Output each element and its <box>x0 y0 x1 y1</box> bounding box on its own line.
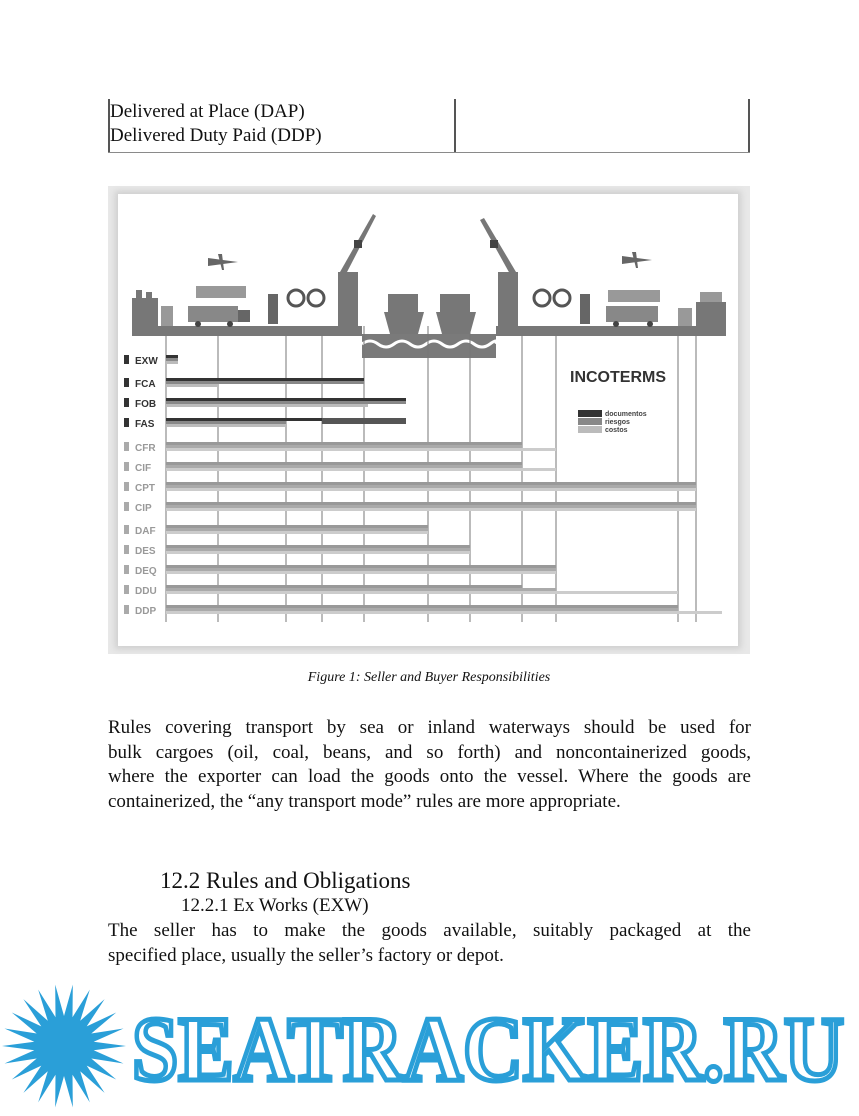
watermark-svg <box>0 980 859 1111</box>
paragraph-line: containerized, the “any transport mode” rules are more appropriate. <box>108 790 621 812</box>
paragraph-exw <box>108 919 751 968</box>
incoterms-diagram-svg <box>118 194 738 646</box>
bar-fca-riesgos <box>166 381 364 384</box>
bar-des-costos <box>166 551 470 554</box>
term-label-des: DES <box>135 546 156 557</box>
term-marker-daf <box>124 525 129 534</box>
legend-swatch-riesgos <box>578 418 602 425</box>
term-label-fas: FAS <box>135 419 155 430</box>
bar-cpt-costos <box>166 488 696 491</box>
bar-fas-segment <box>322 418 406 424</box>
term-label-cpt: CPT <box>135 483 155 494</box>
crane-icon-right <box>480 218 518 326</box>
legend-swatch-costos <box>578 426 602 433</box>
responsibility-table <box>108 99 750 153</box>
plane-icon-right <box>622 252 652 268</box>
bar-daf-documentos <box>166 525 428 528</box>
bar-cip-documentos <box>166 502 696 505</box>
term-label-daf: DAF <box>135 526 156 537</box>
term-label-ddp: DDP <box>135 606 157 617</box>
seller-factory-icon <box>132 290 173 326</box>
bar-exw-documentos <box>166 355 178 358</box>
incoterms-diagram <box>118 194 738 646</box>
table-border-right <box>748 99 750 152</box>
bar-cif-costos <box>166 468 556 471</box>
bar-cfr-costos <box>166 448 556 451</box>
figure-caption: Figure 1: Seller and Buyer Responsibilities <box>307 670 551 685</box>
bar-fas-riesgos <box>166 421 286 424</box>
incoterm-labels <box>124 355 158 617</box>
bar-ddu-costos <box>166 591 678 594</box>
bar-cif-documentos <box>166 462 522 465</box>
bar-fca-costos <box>166 384 218 387</box>
ship-icons <box>384 294 476 334</box>
term-label-deq: DEQ <box>135 566 157 577</box>
bar-cfr-documentos <box>166 442 522 445</box>
plane-icon-left <box>208 254 238 270</box>
term-marker-exw <box>124 355 129 364</box>
customs-icons-right <box>534 290 590 324</box>
term-label-fob: FOB <box>135 399 157 410</box>
term-label-fca: FCA <box>135 379 156 390</box>
crane-icon-left <box>338 214 376 326</box>
term-marker-cfr <box>124 442 129 451</box>
buyer-warehouse-icon <box>678 292 726 326</box>
legend-riesgos: riesgos <box>605 419 630 426</box>
paragraph-line: The seller has to make the goods available, suitably packaged at the <box>108 920 751 941</box>
paragraph-transport-rules <box>108 716 751 814</box>
bar-daf-riesgos <box>166 528 428 531</box>
bar-cpt-documentos <box>166 482 696 485</box>
legend-costos: costos <box>605 427 628 434</box>
term-marker-cif <box>124 462 129 471</box>
bar-ddp-riesgos <box>166 608 678 611</box>
term-marker-des <box>124 545 129 554</box>
bar-ddp-costos <box>166 611 722 614</box>
bar-cif-riesgos <box>166 465 522 468</box>
incoterm-bars <box>166 355 722 614</box>
bar-ddp-documentos <box>166 605 678 608</box>
bar-cip-riesgos <box>166 505 696 508</box>
term-marker-ddu <box>124 585 129 594</box>
train-icon-left <box>196 286 246 298</box>
term-marker-deq <box>124 565 129 574</box>
term-label-cif: CIF <box>135 463 152 474</box>
table-divider <box>454 99 456 152</box>
section-heading: 12.2 Rules and Obligations <box>160 868 411 893</box>
paragraph-line: Rules covering transport by sea or inland waterways should be used for <box>108 717 751 738</box>
subsection-heading: 12.2.1 Ex Works (EXW) <box>181 895 369 916</box>
bar-cfr-riesgos <box>166 445 522 448</box>
bar-des-riesgos <box>166 548 470 551</box>
term-marker-fca <box>124 378 129 387</box>
bar-ddu-riesgos <box>166 588 556 591</box>
watermark-text: SEATRACKER.RU <box>132 998 844 1100</box>
diagram-background <box>132 326 726 358</box>
incoterms-title: INCOTERMS <box>570 369 666 386</box>
sun-logo-icon <box>2 985 126 1108</box>
term-marker-ddp <box>124 605 129 614</box>
table-cell-dap: Delivered at Place (DAP) <box>110 101 305 122</box>
watermark <box>0 980 859 1111</box>
paragraph-line: where the exporter can load the goods onto the vessel. Where the goods are <box>108 766 751 787</box>
truck-icon-left <box>188 306 250 327</box>
table-cell-ddp: Delivered Duty Paid (DDP) <box>110 125 322 146</box>
bar-des-documentos <box>166 545 470 548</box>
paragraph-line: bulk cargoes (oil, coal, beans, and so forth) and noncontainerized goods, <box>108 741 751 763</box>
truck-icon-right <box>606 290 660 327</box>
bar-cpt-riesgos <box>166 485 696 488</box>
incoterms-figure <box>108 186 750 654</box>
term-label-cip: CIP <box>135 503 152 514</box>
legend-swatch-documentos <box>578 410 602 417</box>
bar-exw-costos <box>166 361 178 364</box>
bar-deq-costos <box>166 571 556 574</box>
customs-icons-left <box>268 290 324 324</box>
term-label-cfr: CFR <box>135 443 156 454</box>
bar-deq-documentos <box>166 565 556 568</box>
bar-fob-documentos <box>166 398 406 401</box>
bar-fob-riesgos <box>166 401 406 404</box>
bar-cip-costos <box>166 508 696 511</box>
bar-ddu-documentos <box>166 585 522 588</box>
paragraph-line: specified place, usually the seller’s factory or depot. <box>108 944 504 966</box>
term-label-exw: EXW <box>135 356 158 367</box>
bar-exw-riesgos <box>166 358 178 361</box>
term-marker-cpt <box>124 482 129 491</box>
bar-fob-costos <box>166 404 368 407</box>
bar-fca-documentos <box>166 378 364 381</box>
legend-documentos: documentos <box>605 411 647 418</box>
term-marker-cip <box>124 502 129 511</box>
term-marker-fob <box>124 398 129 407</box>
bar-daf-costos <box>166 531 428 534</box>
term-label-ddu: DDU <box>135 586 157 597</box>
bar-deq-riesgos <box>166 568 556 571</box>
bar-fas-costos <box>166 424 286 427</box>
legend <box>578 410 647 434</box>
term-marker-fas <box>124 418 129 427</box>
